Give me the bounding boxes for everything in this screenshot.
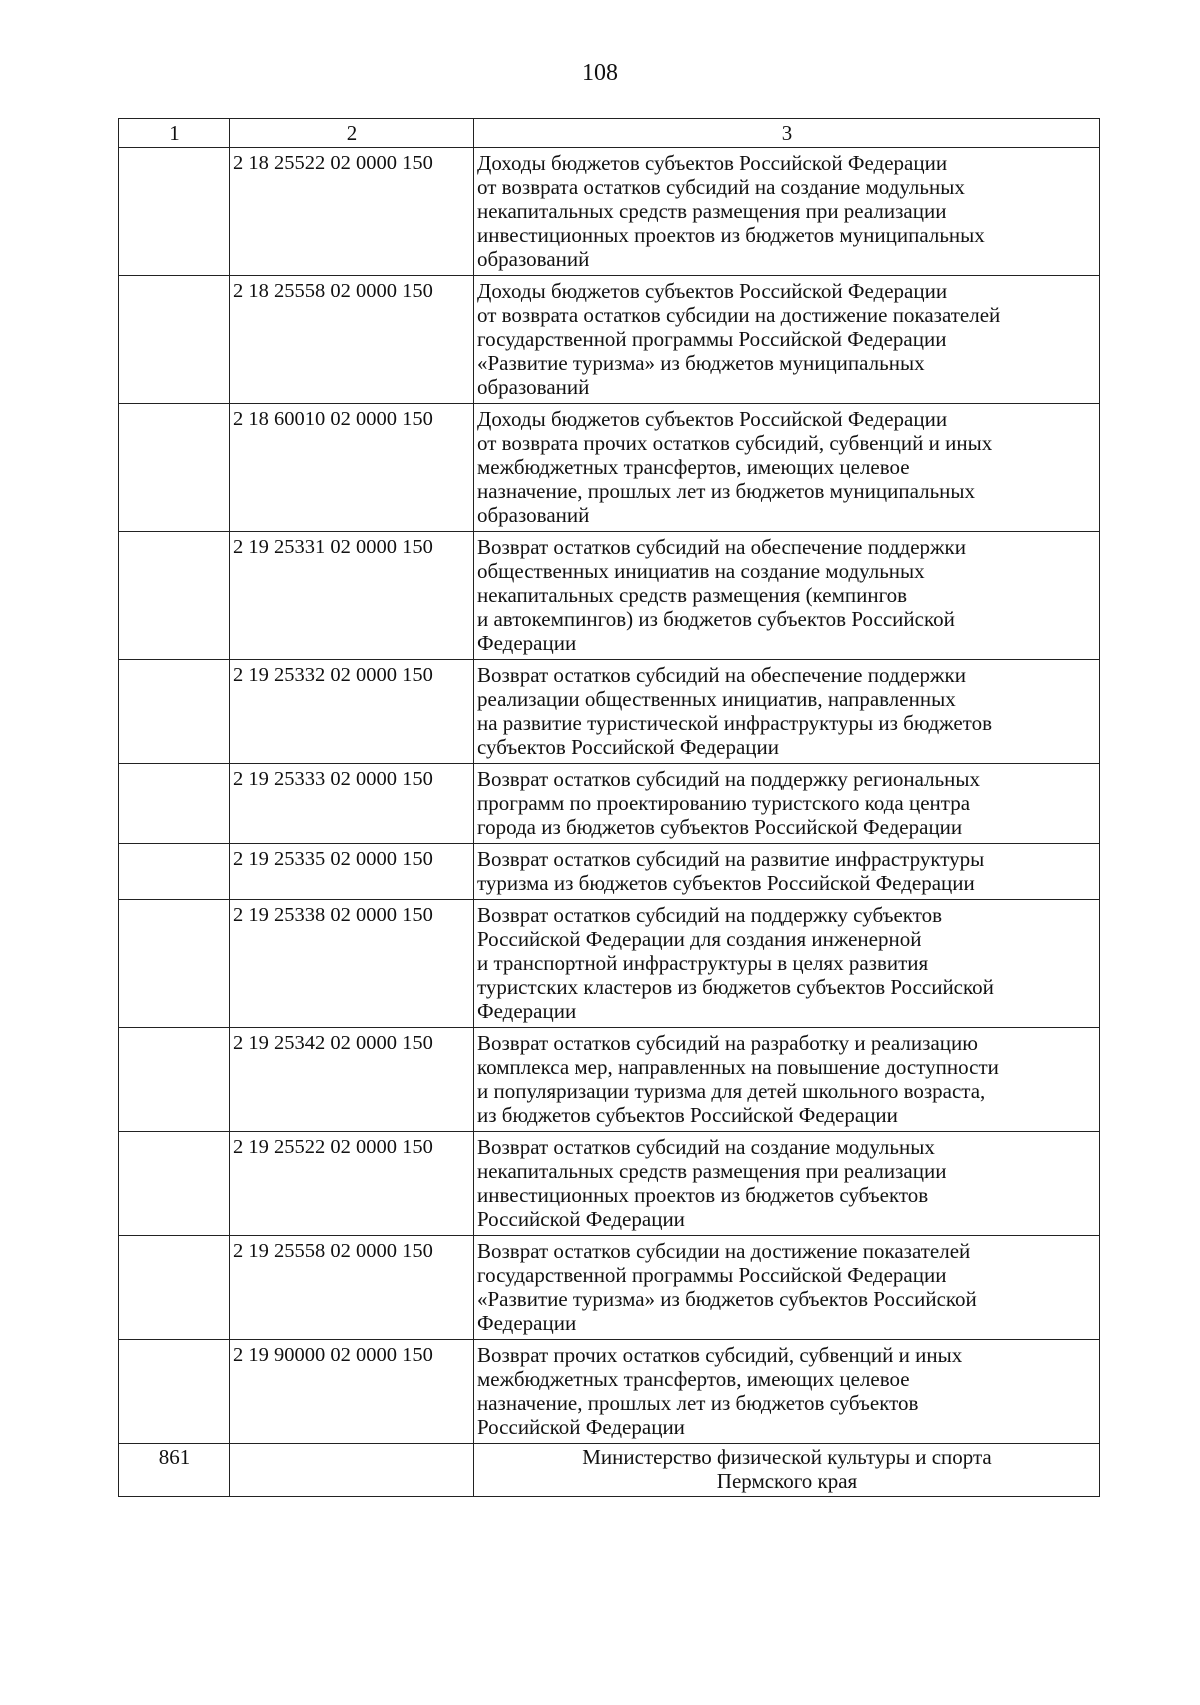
column-header-3: 3 xyxy=(474,119,1100,148)
admin-code-cell xyxy=(119,1236,230,1340)
ministry-revenue-code-cell xyxy=(230,1444,474,1497)
description-cell: Возврат остатков субсидий на развитие инфраструктуры туризма из бюджетов субъектов Российской Федерации xyxy=(474,844,1100,900)
description-cell: Возврат остатков субсидий на создание модульных некапитальных средств размещения при реализации инвестиционных проектов из бюджетов субъектов Российской Федерации xyxy=(474,1132,1100,1236)
description-cell: Доходы бюджетов субъектов Российской Федерации от возврата остатков субсидии на достижение показателей государственной программы Российской Федерации «Развитие туризма» из бюджетов муниципальных образований xyxy=(474,276,1100,404)
table-row xyxy=(119,148,1100,276)
table-row xyxy=(119,764,1100,844)
table-row xyxy=(119,1132,1100,1236)
description-cell: Возврат остатков субсидии на достижение показателей государственной программы Российской Федерации «Развитие туризма» из бюджетов субъектов Российской Федерации xyxy=(474,1236,1100,1340)
revenue-code-cell: 2 19 25558 02 0000 150 xyxy=(230,1236,474,1340)
revenue-code-cell: 2 19 25522 02 0000 150 xyxy=(230,1132,474,1236)
revenue-code-cell: 2 19 25331 02 0000 150 xyxy=(230,532,474,660)
revenue-code-cell: 2 19 25342 02 0000 150 xyxy=(230,1028,474,1132)
table-row xyxy=(119,1028,1100,1132)
revenue-code-cell: 2 19 25338 02 0000 150 xyxy=(230,900,474,1028)
ministry-name-cell: Министерство физической культуры и спорта Пермского края xyxy=(474,1444,1100,1497)
table-row xyxy=(119,276,1100,404)
column-header-1: 1 xyxy=(119,119,230,148)
admin-code-cell xyxy=(119,148,230,276)
description-cell: Доходы бюджетов субъектов Российской Федерации от возврата прочих остатков субсидий, субвенций и иных межбюджетных трансфертов, имеющих целевое назначение, прошлых лет из бюджетов муниципальных образований xyxy=(474,404,1100,532)
table-row xyxy=(119,1340,1100,1444)
revenue-code-cell: 2 18 25558 02 0000 150 xyxy=(230,276,474,404)
admin-code-cell xyxy=(119,764,230,844)
admin-code-cell xyxy=(119,900,230,1028)
description-cell: Возврат остатков субсидий на поддержку региональных программ по проектированию туристского кода центра города из бюджетов субъектов Российской Федерации xyxy=(474,764,1100,844)
admin-code-cell xyxy=(119,276,230,404)
description-cell: Возврат остатков субсидий на разработку и реализацию комплекса мер, направленных на повышение доступности и популяризации туризма для детей школьного возраста, из бюджетов субъектов Российской Федерации xyxy=(474,1028,1100,1132)
ministry-code-cell: 861 xyxy=(119,1444,230,1497)
admin-code-cell xyxy=(119,1132,230,1236)
description-cell: Возврат остатков субсидий на обеспечение поддержки общественных инициатив на создание модульных некапитальных средств размещения (кемпингов и автокемпингов) из бюджетов субъектов Российской Федерации xyxy=(474,532,1100,660)
admin-code-cell xyxy=(119,660,230,764)
table-row xyxy=(119,660,1100,764)
table-row xyxy=(119,532,1100,660)
admin-code-cell xyxy=(119,1340,230,1444)
description-cell: Доходы бюджетов субъектов Российской Федерации от возврата остатков субсидий на создание модульных некапитальных средств размещения при реализации инвестиционных проектов из бюджетов муниципальных образований xyxy=(474,148,1100,276)
admin-code-cell xyxy=(119,404,230,532)
ministry-row xyxy=(119,1444,1100,1497)
table-header-row xyxy=(119,119,1100,148)
revenue-code-cell: 2 19 25333 02 0000 150 xyxy=(230,764,474,844)
revenue-code-cell: 2 19 25332 02 0000 150 xyxy=(230,660,474,764)
revenue-code-cell: 2 19 25335 02 0000 150 xyxy=(230,844,474,900)
description-cell: Возврат остатков субсидий на обеспечение поддержки реализации общественных инициатив, направленных на развитие туристической инфраструктуры из бюджетов субъектов Российской Федерации xyxy=(474,660,1100,764)
table-row xyxy=(119,1236,1100,1340)
table-row xyxy=(119,844,1100,900)
admin-code-cell xyxy=(119,532,230,660)
admin-code-cell xyxy=(119,844,230,900)
revenue-code-cell: 2 18 25522 02 0000 150 xyxy=(230,148,474,276)
table-row xyxy=(119,900,1100,1028)
description-cell: Возврат остатков субсидий на поддержку субъектов Российской Федерации для создания инженерной и транспортной инфраструктуры в целях развития туристских кластеров из бюджетов субъектов Российской Федерации xyxy=(474,900,1100,1028)
budget-codes-table xyxy=(118,118,1100,1497)
revenue-code-cell: 2 19 90000 02 0000 150 xyxy=(230,1340,474,1444)
revenue-code-cell: 2 18 60010 02 0000 150 xyxy=(230,404,474,532)
table-row xyxy=(119,404,1100,532)
column-header-2: 2 xyxy=(230,119,474,148)
description-cell: Возврат прочих остатков субсидий, субвенций и иных межбюджетных трансфертов, имеющих целевое назначение, прошлых лет из бюджетов субъектов Российской Федерации xyxy=(474,1340,1100,1444)
admin-code-cell xyxy=(119,1028,230,1132)
page-number: 108 xyxy=(582,60,618,86)
